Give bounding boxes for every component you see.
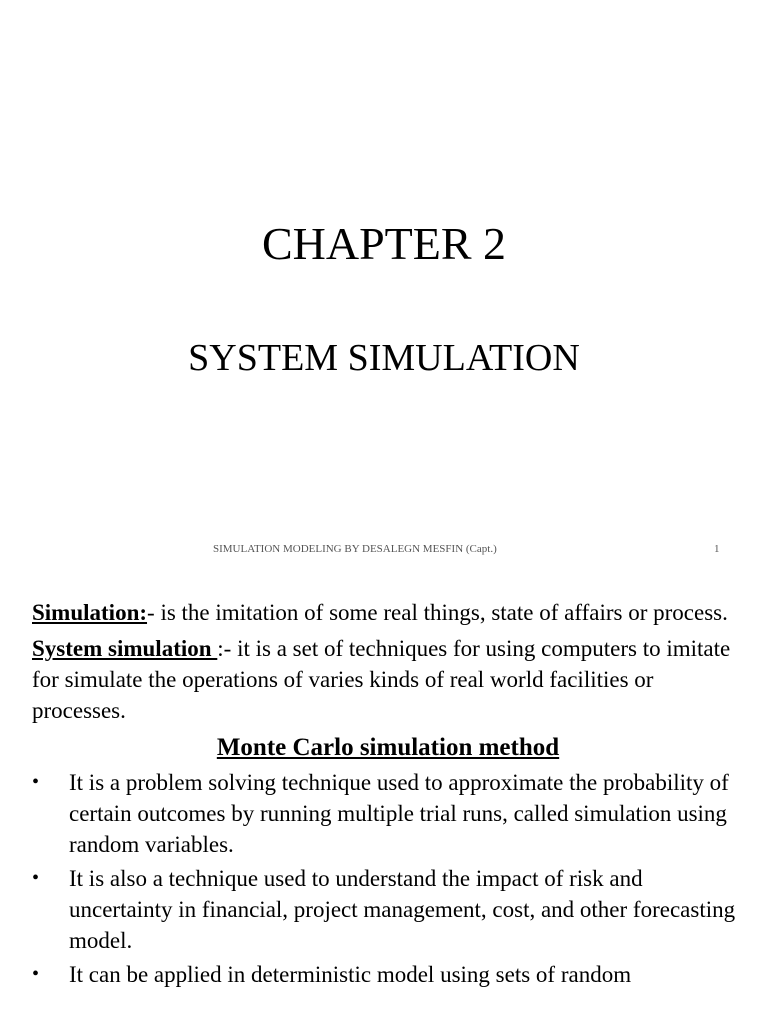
- section-heading: Monte Carlo simulation method: [216, 734, 560, 761]
- bullet-text: It is also a technique used to understand the impact of risk and uncertainty in financial, project management, cost, and other forecasting model.: [69, 866, 736, 953]
- slide-content: [32, 597, 744, 993]
- definition-body: :- it is a set of techniques for using computers to imitate for simulate the operations of varies kinds of real world facilities or processes.: [32, 636, 731, 723]
- bullet-item: [0, 863, 744, 956]
- bullet-item: [0, 959, 744, 990]
- page-number: 1: [714, 543, 720, 555]
- bullet-text: It is a problem solving technique used to approximate the probability of certain outcomes by running multiple trial runs, called simulation using random variables.: [69, 770, 729, 857]
- bullet-icon: •: [32, 867, 40, 889]
- bullet-icon: •: [32, 771, 40, 793]
- content-slide: [0, 575, 768, 1024]
- definition-body: - is the imitation of some real things, state of affairs or process.: [147, 600, 728, 625]
- definition-system-simulation: [32, 633, 744, 726]
- footer-author-text: SIMULATION MODELING BY DESALEGN MESFIN (Capt.): [213, 543, 497, 555]
- bullet-text: It can be applied in deterministic model using sets of random: [69, 962, 632, 987]
- chapter-subtitle: SYSTEM SIMULATION: [188, 337, 580, 379]
- definition-term: System simulation: [32, 636, 218, 661]
- chapter-title: CHAPTER 2: [261, 218, 507, 269]
- bullet-list: [0, 767, 744, 990]
- slide-footer: [0, 541, 768, 557]
- definition-term: Simulation:: [32, 600, 148, 625]
- definition-simulation: [32, 597, 744, 628]
- bullet-item: [0, 767, 744, 860]
- bullet-icon: •: [32, 963, 40, 985]
